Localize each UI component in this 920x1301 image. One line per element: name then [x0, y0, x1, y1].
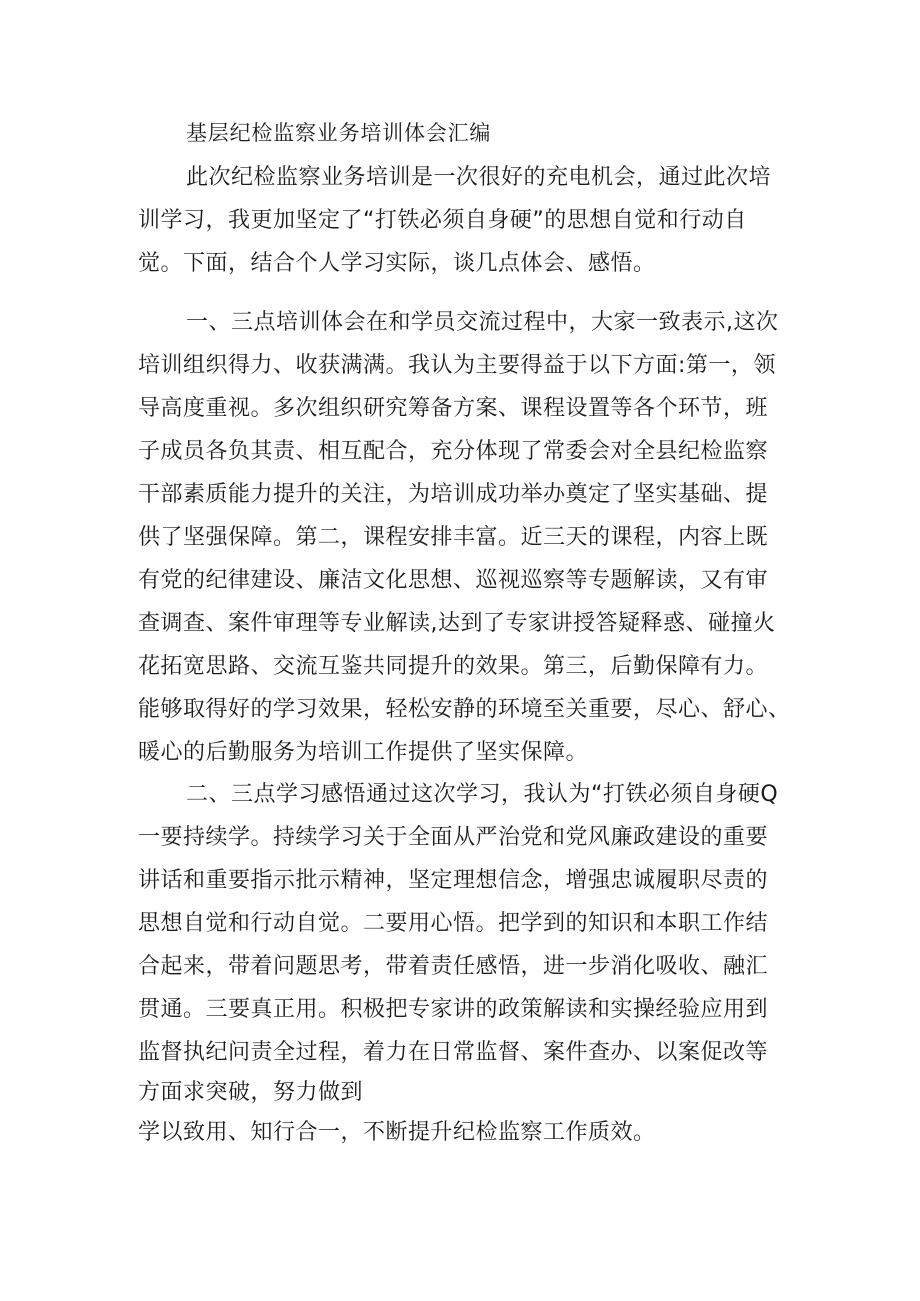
section1-line-2: 培训组织得力、收获满满。我认为主要得益于以下方面:第一，领 [138, 353, 776, 378]
section2-line-2: 一要持续学。持续学习关于全面从严治党和党风廉政建设的重要 [138, 825, 769, 850]
section1-line-9: 花拓宽思路、交流互鉴共同提升的效果。第三，后勤保障有力。 [138, 654, 769, 679]
intro-line-2: 训学习，我更加坚定了“打铁必须自身硬”的思想自觉和行动自 [138, 208, 747, 233]
intro-line-1: 此次纪检监察业务培训是一次很好的充电机会，通过此次培 [186, 165, 772, 190]
section2-line-3: 讲话和重要指示批示精神，坚定理想信念，增强忠诚履职尽责的 [138, 868, 769, 893]
section1-line-5: 干部素质能力提升的关注，为培训成功举办奠定了坚实基础、提 [138, 482, 769, 507]
section2-line-6: 贯通。三要真正用。积极把专家讲的政策解读和实操经验应用到 [138, 997, 769, 1022]
section1-line-8: 查调查、案件审理等专业解读,达到了专家讲授答疑释惑、碰撞火 [138, 611, 776, 636]
section1-line-6: 供了坚强保障。第二，课程安排丰富。近三天的课程，内容上既 [138, 525, 769, 550]
section1-line-7: 有党的纪律建设、廉洁文化思想、巡视巡察等专题解读，又有审 [138, 568, 769, 593]
section2-line-4: 思想自觉和行动自觉。二要用心悟。把学到的知识和本职工作结 [138, 911, 769, 936]
section2-line-5: 合起来，带着问题思考，带着责任感悟，进一步消化吸收、融汇 [138, 954, 769, 979]
section2-line-1: 二、三点学习感悟通过这次学习，我认为“打铁必须自身硬Q [186, 782, 779, 807]
section1-line-11: 暖心的后勤服务为培训工作提供了坚实保障。 [138, 740, 589, 765]
section1-line-4: 子成员各负其责、相互配合，充分体现了常委会对全县纪检监察 [138, 439, 769, 464]
section2-line-8: 方面求突破，努力做到 [138, 1080, 364, 1105]
document-title: 基层纪检监察业务培训体会汇编 [186, 121, 492, 145]
section1-line-1: 一、三点培训体会在和学员交流过程中，大家一致表示,这次 [186, 310, 779, 335]
intro-line-3: 觉。下面，结合个人学习实际，谈几点体会、感悟。 [138, 251, 656, 276]
section1-line-10: 能够取得好的学习效果，轻松安静的环境至关重要，尽心、舒心、 [138, 697, 791, 722]
section2-line-7: 监督执纪问责全过程，着力在日常监督、案件查办、以案促改等 [138, 1040, 769, 1065]
section2-line-9: 学以致用、知行合一，不断提升纪检监察工作质效。 [138, 1120, 656, 1145]
section1-line-3: 导高度重视。多次组织研究筹备方案、课程设置等各个环节，班 [138, 396, 769, 421]
